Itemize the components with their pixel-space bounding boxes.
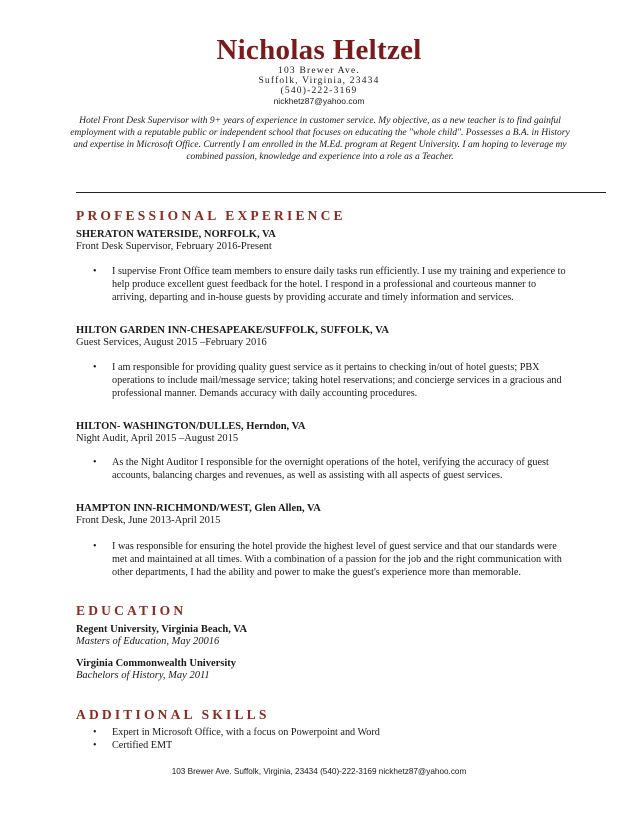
- section-title-education: EDUCATION: [76, 603, 187, 618]
- page-footer: 103 Brewer Ave. Suffolk, Virginia, 23434 (540)-222-3169 nickhetz87@yahoo.com: [171, 767, 467, 776]
- education-degree: Bachelors of History, May 2011: [76, 670, 210, 681]
- bullet-icon: •: [93, 740, 97, 751]
- education-degree: Masters of Education, May 20016: [76, 636, 220, 647]
- phone-line: (540)-222-3169: [280, 86, 358, 96]
- bullet-icon: •: [93, 457, 97, 468]
- header-divider: [76, 192, 606, 193]
- education-school: Virginia Commonwealth University: [76, 658, 237, 669]
- job-role: Guest Services, August 2015 –February 2016: [76, 337, 267, 348]
- skill-item: Certified EMT: [112, 740, 173, 751]
- job-bullet: As the Night Auditor I responsible for the overnight operations of the hotel, verifying the accuracy of guest accounts, balancing charges and revenues, as well as assisting with all aspects of guest services.: [112, 457, 549, 481]
- job-employer: HILTON- WASHINGTON/DULLES, Herndon, VA: [76, 421, 306, 432]
- job-employer: HAMPTON INN-RICHMOND/WEST, Glen Allen, VA: [76, 503, 321, 514]
- bullet-icon: •: [93, 727, 97, 738]
- job-employer: SHERATON WATERSIDE, NORFOLK, VA: [76, 229, 276, 240]
- summary-paragraph: Hotel Front Desk Supervisor with 9+ years of experience in customer service. My objective, as a new teacher is to find gainful employment with a reputable public or independent school that focuses on educating the "whole child". Possesses a B.A. in History and expertise in Microsoft Office. Currently I am enrolled in the M.Ed. program at Regent University. I am hoping to leverage my combined passion, knowledge and experience into a role as a Teacher.: [70, 116, 570, 162]
- address-line: 103 Brewer Ave.: [278, 66, 360, 76]
- email-line: nickhetz87@yahoo.com: [273, 96, 365, 106]
- skill-item: Expert in Microsoft Office, with a focus on Powerpoint and Word: [112, 727, 380, 738]
- job-role: Front Desk, June 2013-April 2015: [76, 515, 221, 526]
- job-employer: HILTON GARDEN INN-CHESAPEAKE/SUFFOLK, SUFFOLK, VA: [76, 325, 389, 336]
- job-bullet: I supervise Front Office team members to ensure daily tasks run efficiently. I use my training and experience to help produce excellent guest feedback for the hotel. I respond in a professional and courteous manner to arriving, departing and in-house guests by providing accurate and timely information and services.: [112, 266, 566, 303]
- section-title-skills: ADDITIONAL SKILLS: [76, 707, 270, 722]
- job-role: Night Audit, April 2015 –August 2015: [76, 433, 239, 444]
- city-line: Suffolk, Virginia, 23434: [258, 76, 380, 86]
- section-title-experience: PROFESSIONAL EXPERIENCE: [76, 208, 346, 223]
- job-role: Front Desk Supervisor, February 2016-Present: [76, 241, 272, 252]
- bullet-icon: •: [93, 541, 97, 552]
- education-school: Regent University, Virginia Beach, VA: [76, 624, 248, 635]
- bullet-icon: •: [93, 362, 97, 373]
- job-bullet: I am responsible for providing quality guest service as it pertains to checking in/out of hotel guests; PBX operations to include mail/message service; taking hotel reservations; and concierge services in a gracious and professional manner. Demands accuracy with daily accounting procedures.: [112, 362, 562, 399]
- job-bullet: I was responsible for ensuring the hotel provide the highest level of guest service and that our standards were met and maintained at all times. With a combination of a passion for the job and the right communication with other departments, I had the ability and power to make the guest's experience more than memorable.: [112, 541, 562, 578]
- candidate-name: Nicholas Heltzel: [216, 34, 422, 66]
- bullet-icon: •: [93, 266, 97, 277]
